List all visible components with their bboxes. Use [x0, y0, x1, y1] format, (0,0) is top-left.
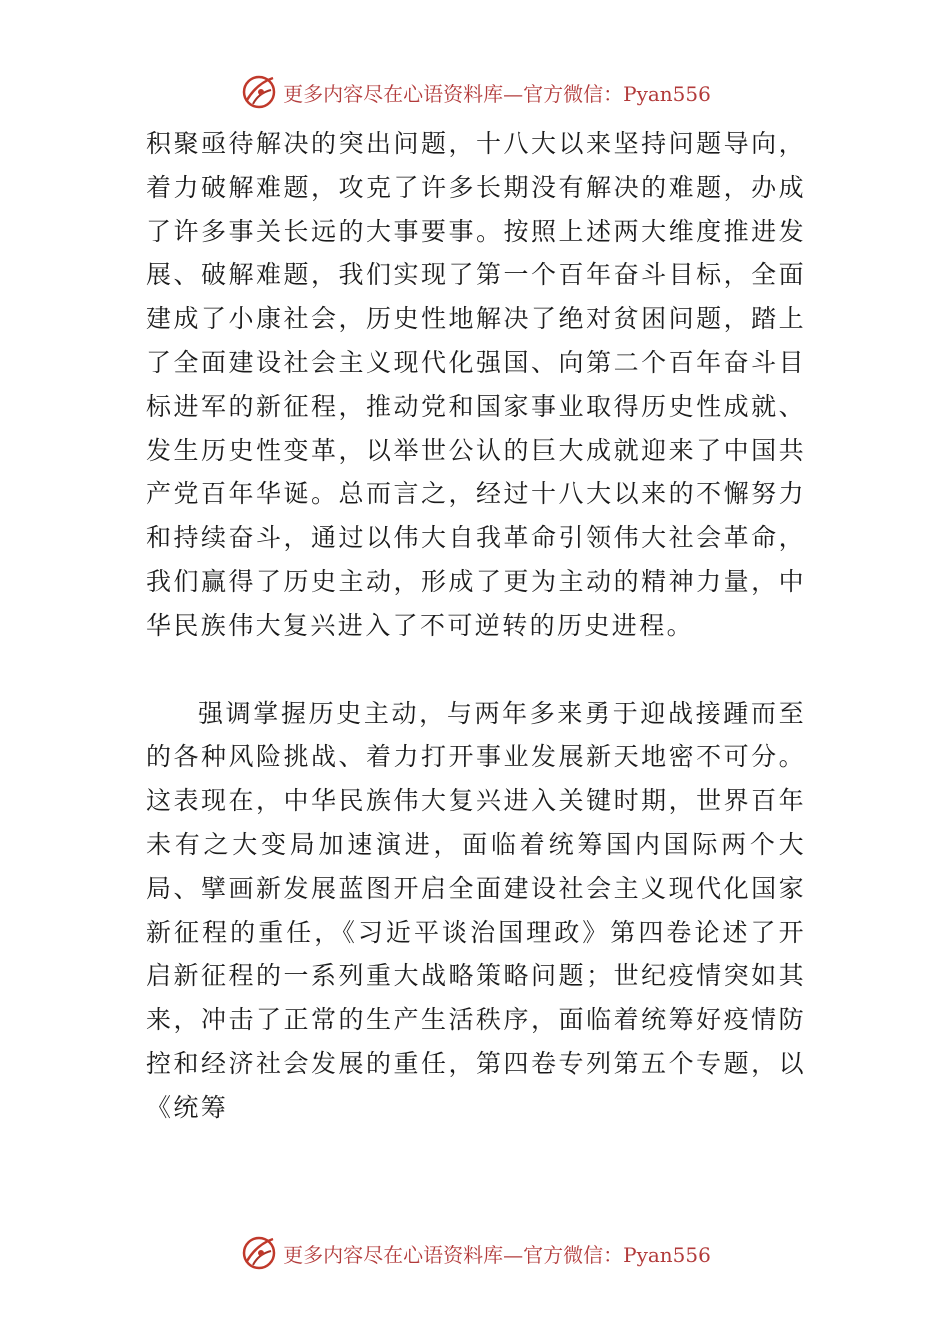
header-watermark-text: 更多内容尽在心语资料库—官方微信：Pyan556	[283, 81, 711, 106]
header-watermark	[0, 72, 950, 112]
logo-icon	[239, 72, 279, 112]
footer-watermark-text: 更多内容尽在心语资料库—官方微信：Pyan556	[283, 1242, 711, 1267]
footer-watermark	[0, 1233, 950, 1273]
paragraph-1: 积聚亟待解决的突出问题，十八大以来坚持问题导向，着力破解难题，攻克了许多长期没有解决的难题，办成了许多事关长远的大事要事。按照上述两大维度推进发展、破解难题，我们实现了第一个百年奋斗目标，全面建成了小康社会，历史性地解决了绝对贫困问题，踏上了全面建设社会主义现代化强国、向第二个百年奋斗目标进军的新征程，推动党和国家事业取得历史性成就、发生历史性变革，以举世公认的巨大成就迎来了中国共产党百年华诞。总而言之，经过十八大以来的不懈努力和持续奋斗，通过以伟大自我革命引领伟大社会革命，我们赢得了历史主动，形成了更为主动的精神力量，中华民族伟大复兴进入了不可逆转的历史进程。	[146, 129, 806, 640]
paragraph-2: 强调掌握历史主动，与两年多来勇于迎战接踵而至的各种风险挑战、着力打开事业发展新天地密不可分。这表现在，中华民族伟大复兴进入关键时期，世界百年未有之大变局加速演进，面临着统筹国内国际两个大局、擘画新发展蓝图开启全面建设社会主义现代化国家新征程的重任，《习近平谈治国理政》第四卷论述了开启新征程的一系列重大战略策略问题；世纪疫情突如其来，冲击了正常的生产生活秩序，面临着统筹好疫情防控和经济社会发展的重任，第四卷专列第五个专题，以《统筹	[146, 698, 806, 1122]
logo-icon	[239, 1233, 279, 1273]
document-body	[146, 122, 806, 1130]
